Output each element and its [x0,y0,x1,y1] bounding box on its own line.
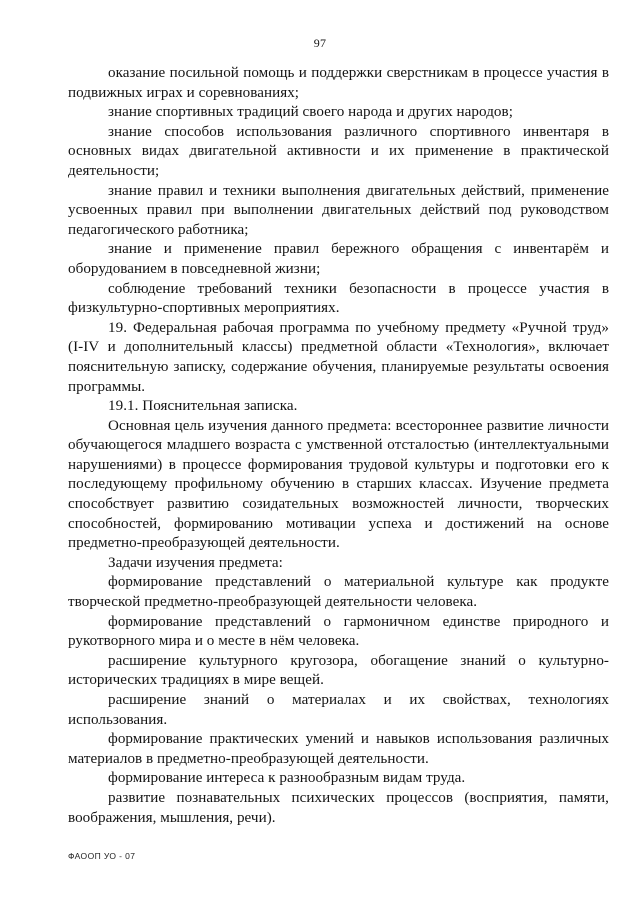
paragraph-motor-rules: знание правил и техники выполнения двигательных действий, применение усвоенных правил при выполнении двигательных действий под руководством педагогического работника; [68,182,609,238]
list-item-task-horizons: расширение культурного кругозора, обогащение знаний о культурно-исторических традициях в мире вещей. [68,652,609,689]
paragraph-main-goal: Основная цель изучения данного предмета: всестороннее развитие личности обучающегося младшего возраста с умственной отсталостью (интеллектуальными нарушениями) в процессе формирования трудовой культуры и подготовки его к последующему профильному обучению в старших классах. Изучение предмета способствует развитию созидательных возможностей личности, творческих способностей, формированию мотивации успеха и достижений на основе предметно-преобразующей деятельности. [68,417,609,552]
paragraph-sport-traditions: знание спортивных традиций своего народа и других народов; [108,104,513,121]
paragraph-sport-equipment: знание способов использования различного спортивного инвентаря в основных видах двигательной активности и их применение в практической деятельности; [68,123,609,179]
footer-document-code: ФАООП УО - 07 [68,851,136,861]
list-item-task-cognition: развитие познавательных психических процессов (восприятия, памяти, воображения, мышления, речи). [68,789,609,826]
paragraph-program-intro: 19. Федеральная рабочая программа по учебному предмету «Ручной труд» (I-IV и дополнительный классы) предметной области «Технология», включает пояснительную записку, содержание обучения, планируемые результаты освоения программы. [68,319,609,395]
page-number: 97 [313,36,327,50]
list-item-task-materials: расширение знаний о материалах и их свойствах, технологиях использования. [68,692,609,728]
page-body [68,64,609,828]
list-item-task-skills: формирование практических умений и навыков использования различных материалов в предметно-преобразующей деятельности. [68,731,609,767]
list-item-task-interest: формирование интереса к разнообразным видам труда. [108,770,466,787]
list-item-task-harmony: формирование представлений о гармоничном единстве природного и рукотворного мира и о месте в нём человека. [68,613,609,650]
section-heading-explanatory-note: 19.1. Пояснительная записка. [108,398,298,415]
list-item-task-material-culture: формирование представлений о материальной культуре как продукте творческой предметно-преобразующей деятельности человека. [68,574,609,611]
paragraph-peer-assistance: оказание посильной помощь и поддержки сверстникам в процессе участия в подвижных играх и соревнованиях; [68,65,609,101]
paragraph-tasks-heading: Задачи изучения предмета: [108,554,283,571]
paragraph-safety: соблюдение требований техники безопасности в процессе участия в физкультурно-спортивных мероприятиях. [68,280,609,317]
paragraph-careful-handling: знание и применение правил бережного обращения с инвентарём и оборудованием в повседневной жизни; [68,241,609,277]
